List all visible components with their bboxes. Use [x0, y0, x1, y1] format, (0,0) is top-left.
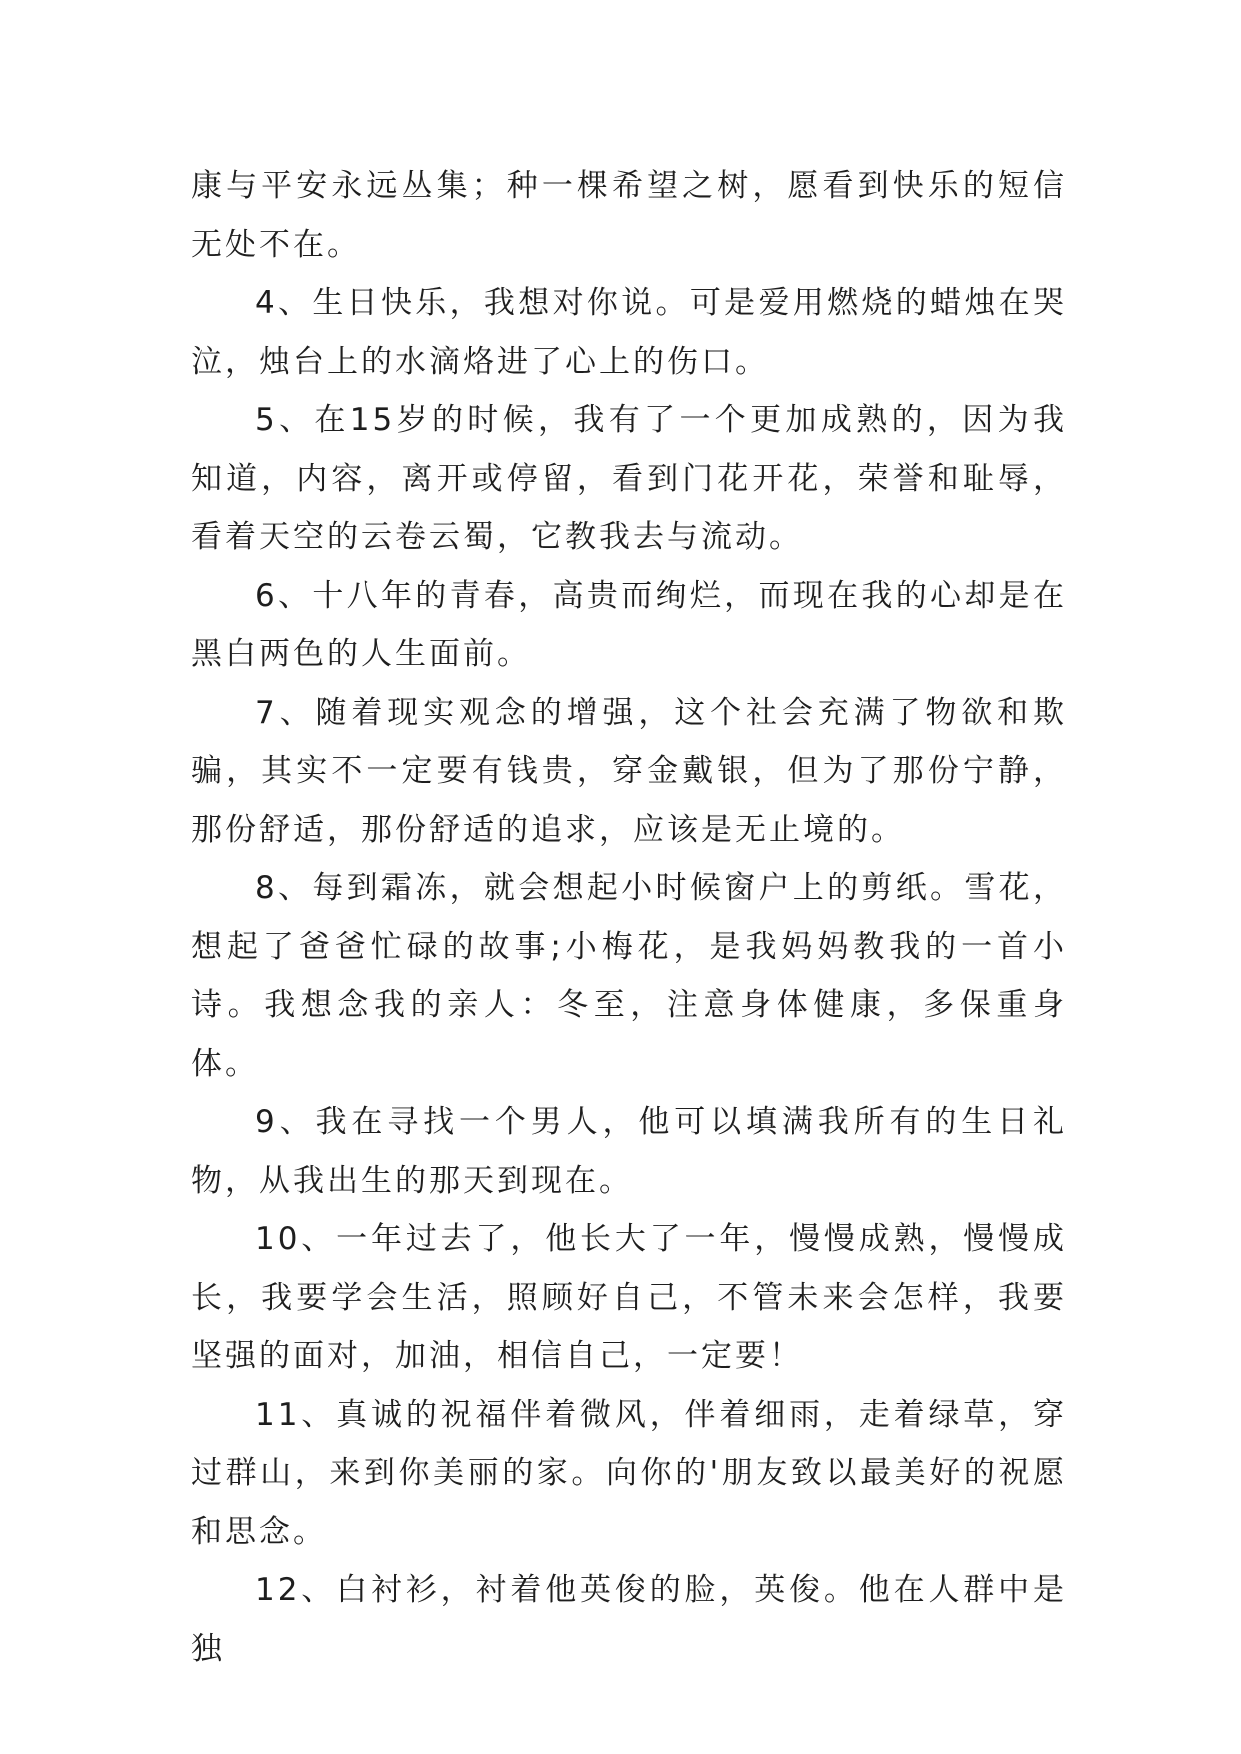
paragraph-item-11: 11、真诚的祝福伴着微风，伴着细雨，走着绿草，穿过群山，来到你美丽的家。向你的'朋友致以最美好的祝愿和思念。: [191, 1396, 1067, 1550]
paragraph-item-10: 10、一年过去了，他长大了一年，慢慢成熟，慢慢成长，我要学会生活，照顾好自己，不管未来会怎样，我要坚强的面对，加油，相信自己，一定要！: [191, 1221, 1067, 1374]
paragraph-item-7: 7、随着现实观念的增强，这个社会充满了物欲和欺骗，其实不一定要有钱贵，穿金戴银，但为了那份宁静，那份舒适，那份舒适的追求，应该是无止境的。: [191, 694, 1067, 848]
paragraph-continuation: 康与平安永远丛集；种一棵希望之树，愿看到快乐的短信无处不在。: [191, 168, 1067, 263]
paragraph-item-6: 6、十八年的青春，高贵而绚烂，而现在我的心却是在黑白两色的人生面前。: [191, 577, 1067, 672]
paragraph-item-9: 9、我在寻找一个男人，他可以填满我所有的生日礼物，从我出生的那天到现在。: [191, 1104, 1067, 1199]
paragraph-item-12: 12、白衬衫，衬着他英俊的脸，英俊。他在人群中是独: [191, 1572, 1067, 1667]
paragraph-item-8: 8、每到霜冻，就会想起小时候窗户上的剪纸。雪花，想起了爸爸忙碌的故事;小梅花，是我妈妈教我的一首小诗。我想念我的亲人：冬至，注意身体健康，多保重身体。: [191, 870, 1067, 1082]
document-body: [191, 157, 1067, 1678]
paragraph-item-5: 5、在15岁的时候，我有了一个更加成熟的，因为我知道，内容，离开或停留，看到门花开花，荣誉和耻辱，看着天空的云卷云蜀，它教我去与流动。: [191, 402, 1067, 555]
paragraph-item-4: 4、生日快乐，我想对你说。可是爱用燃烧的蜡烛在哭泣，烛台上的水滴烙进了心上的伤口。: [191, 285, 1067, 380]
